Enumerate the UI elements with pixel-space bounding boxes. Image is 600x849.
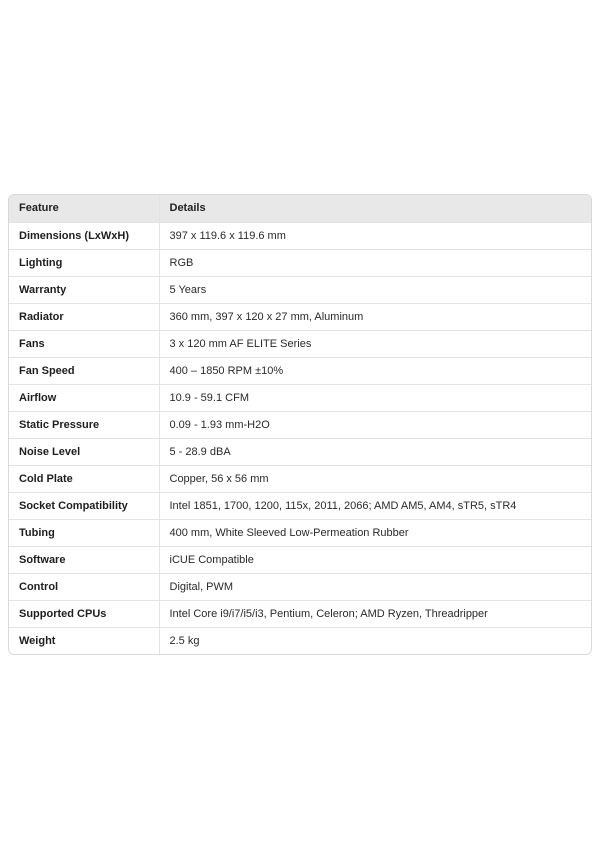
details-cell: 397 x 119.6 x 119.6 mm — [159, 222, 591, 249]
table-row — [9, 492, 591, 519]
details-cell: 360 mm, 397 x 120 x 27 mm, Aluminum — [159, 303, 591, 330]
header-details: Details — [159, 195, 591, 222]
table-row — [9, 357, 591, 384]
details-cell: Digital, PWM — [159, 573, 591, 600]
feature-cell: Weight — [9, 627, 159, 654]
feature-cell: Noise Level — [9, 438, 159, 465]
table-row — [9, 222, 591, 249]
details-cell: RGB — [159, 249, 591, 276]
table-row — [9, 465, 591, 492]
spec-table — [9, 195, 591, 654]
details-cell: Copper, 56 x 56 mm — [159, 465, 591, 492]
details-cell: 5 Years — [159, 276, 591, 303]
feature-cell: Fan Speed — [9, 357, 159, 384]
table-row — [9, 411, 591, 438]
table-body — [9, 222, 591, 654]
table-row — [9, 600, 591, 627]
table-row — [9, 438, 591, 465]
feature-cell: Software — [9, 546, 159, 573]
feature-cell: Supported CPUs — [9, 600, 159, 627]
table-row — [9, 546, 591, 573]
details-cell: 3 x 120 mm AF ELITE Series — [159, 330, 591, 357]
table-row — [9, 519, 591, 546]
details-cell: Intel 1851, 1700, 1200, 115x, 2011, 2066; AMD AM5, AM4, sTR5, sTR4 — [159, 492, 591, 519]
feature-cell: Tubing — [9, 519, 159, 546]
feature-cell: Lighting — [9, 249, 159, 276]
feature-cell: Cold Plate — [9, 465, 159, 492]
table-row — [9, 249, 591, 276]
spec-table-container — [8, 194, 592, 655]
details-cell: 0.09 - 1.93 mm-H2O — [159, 411, 591, 438]
details-cell: Intel Core i9/i7/i5/i3, Pentium, Celeron; AMD Ryzen, Threadripper — [159, 600, 591, 627]
feature-cell: Dimensions (LxWxH) — [9, 222, 159, 249]
table-row — [9, 303, 591, 330]
details-cell: iCUE Compatible — [159, 546, 591, 573]
feature-cell: Airflow — [9, 384, 159, 411]
table-row — [9, 276, 591, 303]
table-row — [9, 627, 591, 654]
feature-cell: Fans — [9, 330, 159, 357]
feature-cell: Warranty — [9, 276, 159, 303]
details-cell: 2.5 kg — [169, 634, 200, 647]
details-cell: 10.9 - 59.1 CFM — [159, 384, 591, 411]
header-feature: Feature — [9, 195, 159, 222]
feature-cell: Control — [9, 573, 159, 600]
feature-cell: Socket Compatibility — [9, 492, 159, 519]
table-row — [9, 573, 591, 600]
feature-cell: Static Pressure — [9, 411, 159, 438]
details-cell: 400 – 1850 RPM ±10% — [159, 357, 591, 384]
table-header-row — [9, 195, 591, 222]
feature-cell: Radiator — [9, 303, 159, 330]
table-row — [9, 330, 591, 357]
table-row — [9, 384, 591, 411]
details-cell: 400 mm, White Sleeved Low-Permeation Rubber — [159, 519, 591, 546]
details-cell: 5 - 28.9 dBA — [159, 438, 591, 465]
